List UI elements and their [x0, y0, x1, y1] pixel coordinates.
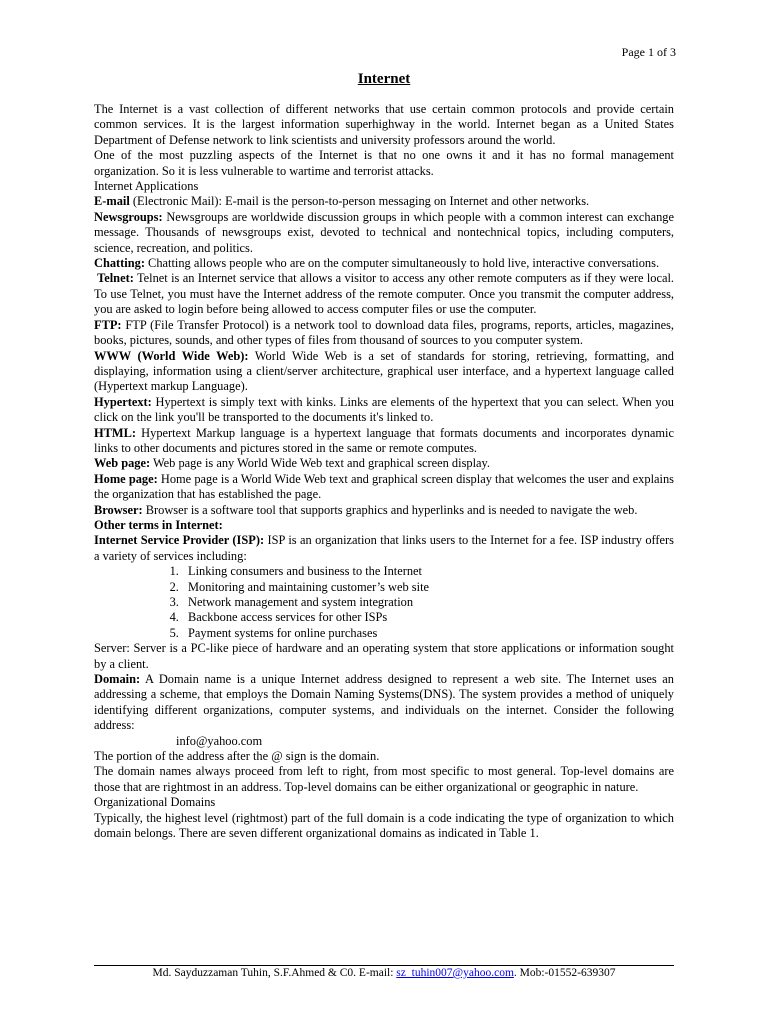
email-text: (Electronic Mail): E-mail is the person-to-person messaging on Internet and other networks. — [129, 194, 590, 209]
newsgroups-definition — [94, 210, 674, 256]
www-definition — [94, 349, 674, 395]
browser-text: Browser is a software tool that supports graphics and hyperlinks and is needed to navigate the web. — [142, 502, 638, 517]
ftp-text: FTP (File Transfer Protocol) is a network tool to download data files, programs, reports, articles, magazines, books, pictures, sounds, and other types of files from thousand of sources to you computer system. — [94, 317, 674, 348]
organizational-domains-heading: Organizational Domains — [94, 795, 216, 810]
page-number: Page 1 of 3 — [621, 45, 676, 59]
internet-applications-heading: Internet Applications — [94, 179, 199, 194]
list-item: 1. Linking consumers and business to the Internet — [182, 564, 674, 579]
chatting-definition — [94, 256, 674, 271]
list-item: 2. Monitoring and maintaining customer’s web site — [182, 580, 674, 595]
footer-phone: . Mob:-01552-639307 — [513, 967, 616, 979]
html-definition — [94, 426, 674, 457]
server-definition: Server: Server is a PC-like piece of hardware and an operating system that store applications or information sought by a client. — [94, 641, 674, 671]
webpage-text: Web page is any World Wide Web text and graphical screen display. — [150, 456, 491, 471]
homepage-text: Home page is a World Wide Web text and graphical screen display that welcomes the user and explains the organization that has established the page. — [94, 471, 674, 502]
www-term: WWW (World Wide Web): — [94, 348, 249, 363]
chatting-term: Chatting: — [94, 256, 145, 271]
footer — [0, 966, 768, 981]
browser-term: Browser: — [94, 502, 143, 517]
domain-term: Domain: — [94, 672, 141, 687]
example-address: info@yahoo.com — [176, 733, 263, 748]
domain-names-paragraph: The domain names always proceed from left to right, from most specific to most general. Top-level domains are those that are rightmost in an address. Top-level domains can be either organizational or geographic in nature. — [94, 764, 674, 794]
hypertext-term: Hypertext: — [94, 394, 152, 409]
webpage-definition — [94, 456, 674, 471]
chatting-text: Chatting allows people who are on the computer simultaneously to hold live, interactive conversations. — [144, 256, 660, 271]
document-body — [94, 102, 674, 842]
html-term: HTML: — [94, 425, 136, 440]
homepage-definition — [94, 472, 674, 503]
newsgroups-term: Newsgroups: — [94, 209, 163, 224]
footer-author: Md. Sayduzzaman Tuhin, S.F.Ahmed & C0. E-mail: — [152, 967, 397, 979]
browser-definition — [94, 503, 674, 518]
ftp-definition — [94, 318, 674, 349]
intro-paragraph: The Internet is a vast collection of different networks that use certain common protocols and provide certain common services. It is the largest information superhighway in the world. Internet began as a United States Department of Defense network to link scientists and university professors around the world. — [94, 102, 674, 147]
homepage-term: Home page: — [94, 471, 158, 486]
email-definition — [94, 194, 674, 209]
other-terms-heading: Other terms in Internet: — [94, 517, 223, 532]
hypertext-text: Hypertext is simply text with kinks. Links are elements of the hypertext that you can select. When you click on the link you'll be transported to the documents it's linked to. — [94, 394, 674, 425]
list-item: 3. Network management and system integration — [182, 595, 674, 610]
domain-portion-paragraph: The portion of the address after the @ sign is the domain. — [94, 749, 380, 764]
email-term: E-mail — [94, 194, 130, 209]
telnet-definition — [94, 271, 674, 317]
newsgroups-text: Newsgroups are worldwide discussion groups in which people with a common interest can exchange message. Thousands of newsgroups exist, devoted to technical and nontechnical topics, including computers, science, recreation, and politics. — [94, 209, 674, 255]
footer-email-link[interactable]: sz_tuhin007@yahoo.com — [396, 967, 514, 979]
document-title: Internet — [357, 71, 411, 87]
domain-text: A Domain name is a unique Internet address designed to represent a web site. The Internet uses an addressing a scheme, that employs the Domain Naming Systems(DNS). The system provides a method of uniquely identifying different organizations, computer systems, and individuals on the internet. Consider the following address: — [94, 672, 674, 733]
html-text: Hypertext Markup language is a hypertext language that formats documents and incorporates dynamic links to other documents and pictures stored in the same or remote computes. — [94, 425, 674, 455]
list-item: 5. Payment systems for online purchases — [182, 626, 674, 641]
hypertext-definition — [94, 395, 674, 426]
telnet-term: Telnet: — [94, 271, 134, 286]
organizational-domains-paragraph: Typically, the highest level (rightmost) part of the full domain is a code indicating the type of organization to which domain belongs. There are seven different organizational domains as indicated in Table 1. — [94, 810, 674, 841]
www-text: World Wide Web is a set of standards for storing, retrieving, formatting, and displaying, information using a client/server architecture, graphical user interface, and a hypertext language called (Hypertext markup Language). — [94, 348, 674, 394]
list-item: 4. Backbone access services for other ISPs — [182, 610, 674, 625]
isp-term: Internet Service Provider (ISP): — [94, 533, 265, 548]
webpage-term: Web page: — [94, 456, 151, 471]
domain-definition — [94, 672, 674, 734]
telnet-text: Telnet is an Internet service that allows a visitor to access any other remote computers as if they were local. To use Telnet, you must have the Internet address of the remote computer. Once you transmit the computer address, you are asked to login before being allowed to access computer files or use the computer. — [94, 271, 675, 317]
isp-text: ISP is an organization that links users to the Internet for a fee. ISP industry offers a variety of services including: — [94, 533, 674, 563]
isp-services-list — [94, 564, 674, 641]
ownership-paragraph: One of the most puzzling aspects of the Internet is that no one owns it and it has no formal management organization. So it is less vulnerable to wartime and terrorist attacks. — [94, 148, 674, 178]
isp-definition — [94, 533, 674, 564]
ftp-term: FTP: — [94, 317, 122, 332]
